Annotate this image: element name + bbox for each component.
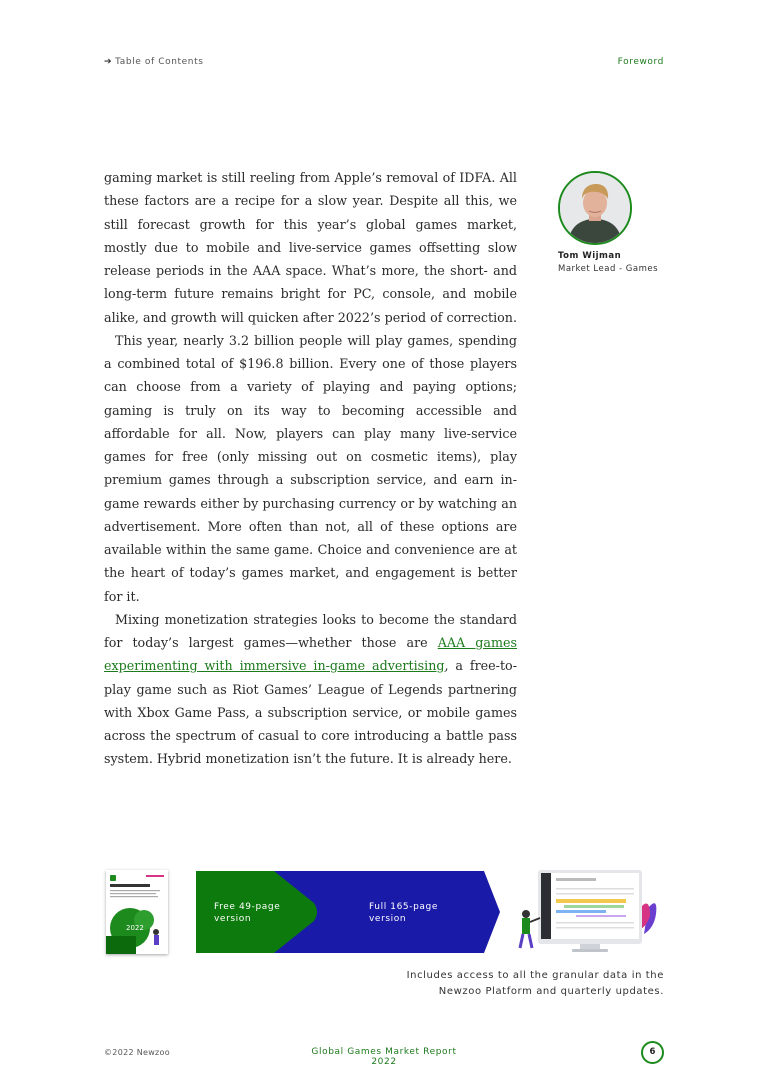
platform-dashboard-illustration <box>516 866 662 956</box>
platform-access-note <box>364 968 664 1000</box>
note-line-1: Includes access to all the granular data in the <box>406 970 664 981</box>
arrow-left-icon: ➔ <box>104 57 113 67</box>
free-version-label[interactable]: Free 49-page version <box>214 902 281 924</box>
paragraph-3-start: Mixing monetization strategies looks to become the standard for today’s largest games—whether those are <box>104 611 517 650</box>
paragraph-3-end: , a free-to-play game such as Riot Games’ League of Legends partnering with Xbox Game Pass, a subscription service, or mobile games across the spectrum of casual to core introducing a battle pass system. Hybrid monetization isn’t the future. It is already here. <box>104 658 517 767</box>
note-line-2: Newzoo Platform and quarterly updates. <box>438 986 664 997</box>
paragraph-1: gaming market is still reeling from Apple’s removal of IDFA. All these factors are a recipe for a slow year. Despite all this, we still forecast growth for this year’s global games market, mostly due to mobile and live-service games offsetting slow release periods in the AAA space. What’s more, the short- and long-term future remains bright for PC, console, and mobile alike, and growth will quicken after 2022’s period of correction. <box>104 170 517 325</box>
report-cover-icon <box>106 870 168 954</box>
report-cover-thumbnail[interactable] <box>106 870 168 954</box>
copyright: ©2022 Newzoo <box>104 1048 170 1057</box>
page-number: 6 <box>641 1041 664 1064</box>
table-of-contents-link[interactable] <box>104 57 204 67</box>
paragraph-2: This year, nearly 3.2 billion people will play games, spending a combined total of $196.8 billion. Every one of those players can choose from a variety of playing and paying options; gaming is truly on its way to becoming accessible and affordable for all. Now, players can play many live-service games for free (only missing out on cosmetic items), play premium games through a subscription service, and earn in-game rewards either by purchasing currency or by watching an advertisement. More often than not, all of these options are available within the same game. Choice and convenience are at the heart of today’s games market, and engagement is better for it. <box>104 332 517 604</box>
foreword-body <box>104 166 517 771</box>
avatar <box>558 171 632 245</box>
author-card <box>558 171 678 274</box>
full-version-label[interactable]: Full 165-page version <box>369 902 438 924</box>
paragraph-3 <box>104 608 517 771</box>
author-portrait-icon <box>560 173 630 243</box>
cover-year: 2022 <box>126 924 144 932</box>
table-of-contents-label: Table of Contents <box>115 57 204 67</box>
author-name: Tom Wijman <box>558 251 622 261</box>
aaa-advertising-link[interactable]: AAA games experimenting with immersive in-game advertising <box>104 635 518 674</box>
author-role: Market Lead - Games <box>558 264 659 274</box>
report-title: Global Games Market Report 2022 <box>311 1047 457 1067</box>
section-title[interactable]: Foreword <box>617 57 664 67</box>
